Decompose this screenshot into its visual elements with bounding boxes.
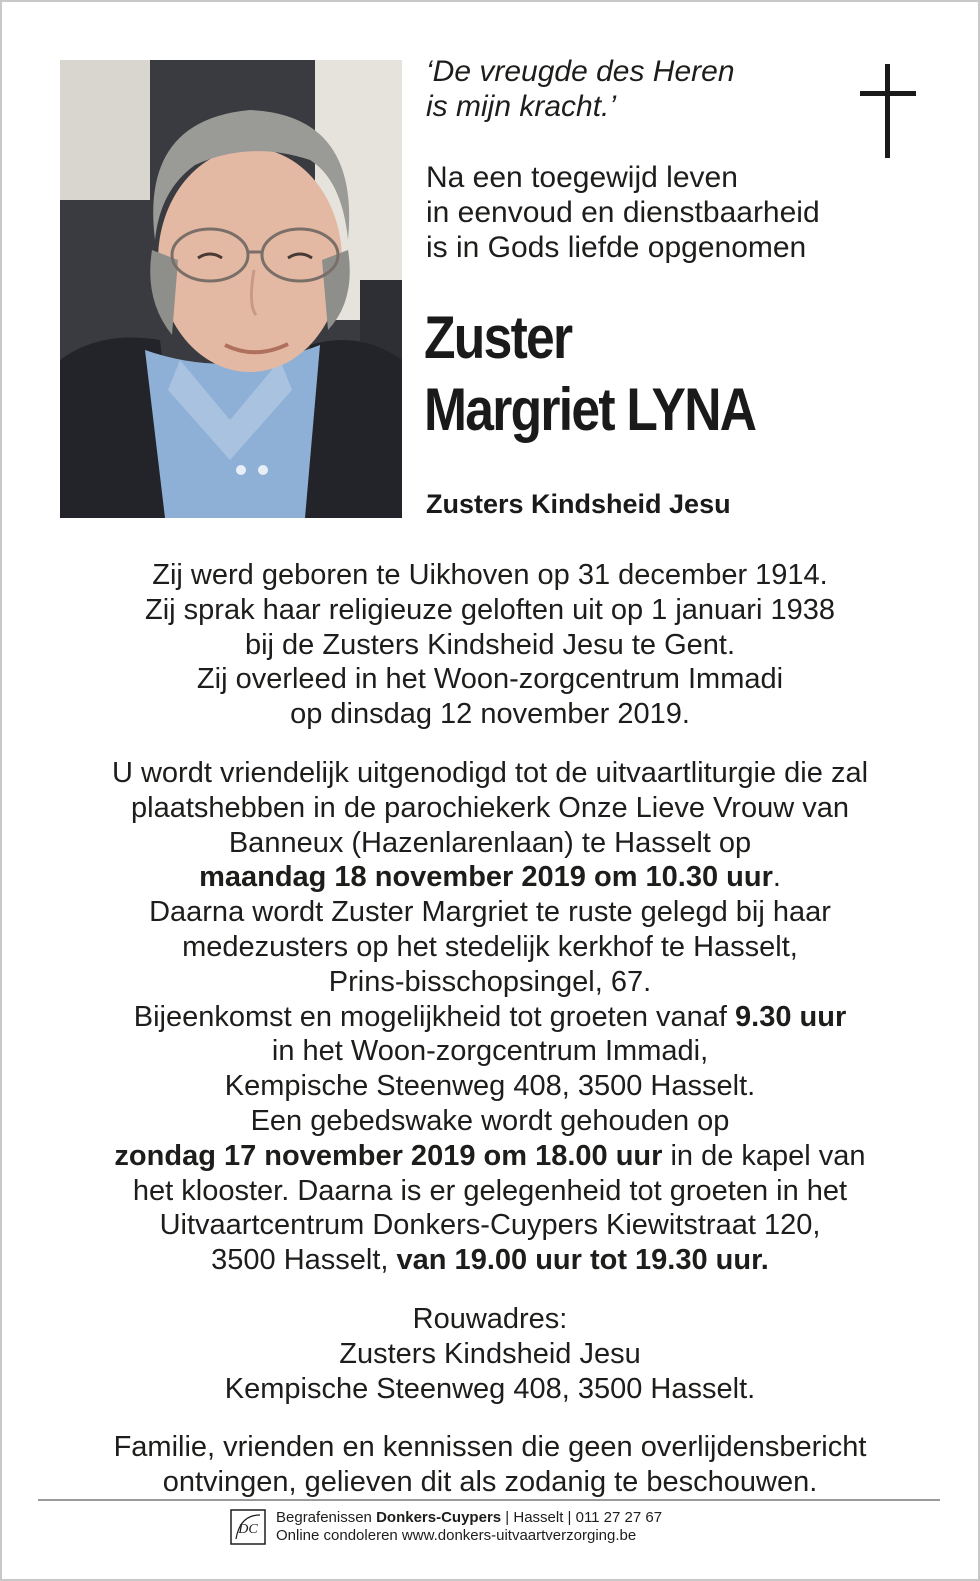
footer-prefix: Begrafenissen bbox=[276, 1509, 377, 1526]
spacer bbox=[2, 1406, 978, 1430]
footer-divider bbox=[38, 1499, 940, 1501]
funeral-line: Prins-bisschopsingel, 67. bbox=[328, 965, 652, 998]
funeral-home-logo-icon bbox=[230, 1509, 266, 1545]
quote-line: is mijn kracht.’ bbox=[426, 90, 617, 123]
gathering-line bbox=[2, 1000, 978, 1035]
bio-line: Zij sprak haar religieuze geloften uit op 1 januari 1938 bbox=[145, 593, 835, 626]
address-name: Zusters Kindsheid Jesu bbox=[339, 1337, 641, 1370]
footer-company: Donkers-Cuypers bbox=[376, 1509, 502, 1526]
intro-text bbox=[426, 160, 926, 265]
cross-icon bbox=[860, 64, 916, 160]
congregation-name: Zusters Kindsheid Jesu bbox=[426, 489, 731, 519]
notice-block bbox=[2, 1430, 978, 1500]
spacer bbox=[2, 1278, 978, 1302]
funeral-line: Uitvaartcentrum Donkers-Cuypers Kiewitstraat 120, bbox=[159, 1209, 821, 1242]
funeral-date: maandag 18 november 2019 om 10.30 uur bbox=[199, 861, 773, 894]
quote-line: ‘De vreugde des Heren bbox=[426, 55, 735, 88]
deceased-name bbox=[424, 302, 888, 446]
bio-block bbox=[2, 558, 978, 732]
funeral-line: plaatshebben in de parochiekerk Onze Lieve Vrouw van bbox=[131, 791, 849, 824]
spacer bbox=[2, 732, 978, 756]
funeral-line: Daarna wordt Zuster Margriet te ruste gelegd bij haar bbox=[149, 896, 831, 929]
deceased-title: Zuster bbox=[424, 304, 572, 371]
funeral-line: Een gebedswake wordt gehouden op bbox=[250, 1104, 730, 1137]
obituary-body bbox=[2, 558, 978, 1500]
intro-line: in eenvoud en dienstbaarheid bbox=[426, 196, 820, 229]
funeral-line: het klooster. Daarna is er gelegenheid tot groeten in het bbox=[132, 1174, 848, 1207]
bio-line: Zij werd geboren te Uikhoven op 31 december 1914. bbox=[152, 559, 828, 591]
funeral-line: in het Woon-zorgcentrum Immadi, bbox=[271, 1035, 709, 1068]
footer-text bbox=[276, 1509, 662, 1545]
footer-line-online[interactable]: Online condoleren www.donkers-uitvaartverzorging.be bbox=[276, 1527, 637, 1544]
funeral-line: Kempische Steenweg 408, 3500 Hasselt. bbox=[224, 1070, 756, 1103]
funeral-line: U wordt vriendelijk uitgenodigd tot de uitvaartliturgie die zal bbox=[111, 756, 869, 789]
funeral-line: medezusters op het stedelijk kerkhof te Hasselt, bbox=[182, 930, 798, 963]
intro-line: Na een toegewijd leven bbox=[426, 161, 738, 194]
portrait-photo bbox=[60, 60, 402, 518]
footer-line-company bbox=[276, 1509, 662, 1527]
visitation-line bbox=[2, 1243, 978, 1278]
bible-quote bbox=[426, 54, 846, 124]
footer-contact: | Hasselt | 011 27 27 67 bbox=[501, 1509, 663, 1526]
funeral-block bbox=[2, 756, 978, 1278]
funeral-date-tail: . bbox=[772, 861, 781, 894]
address-block bbox=[2, 1302, 978, 1406]
address-street: Kempische Steenweg 408, 3500 Hasselt. bbox=[224, 1372, 756, 1405]
notice-line: Familie, vrienden en kennissen die geen overlijdensbericht bbox=[113, 1431, 867, 1464]
funeral-date-line bbox=[2, 860, 978, 895]
gathering-text: Bijeenkomst en mogelijkheid tot groeten vanaf bbox=[133, 1000, 736, 1033]
bio-line: bij de Zusters Kindsheid Jesu te Gent. bbox=[244, 628, 736, 661]
address-label: Rouwadres: bbox=[412, 1302, 568, 1335]
footer bbox=[230, 1507, 662, 1547]
vigil-line bbox=[2, 1139, 978, 1174]
vigil-date: zondag 17 november 2019 om 18.00 uur bbox=[114, 1139, 663, 1172]
visitation-time: van 19.00 uur tot 19.30 uur. bbox=[396, 1244, 769, 1277]
portrait-illustration bbox=[60, 60, 402, 518]
intro-line: is in Gods liefde opgenomen bbox=[426, 231, 807, 264]
bio-line: op dinsdag 12 november 2019. bbox=[290, 698, 690, 731]
logo-text: DC bbox=[238, 1522, 258, 1537]
vigil-tail: in de kapel van bbox=[662, 1139, 866, 1172]
gathering-time: 9.30 uur bbox=[735, 1000, 847, 1033]
deceased-full-name: Margriet LYNA bbox=[424, 376, 756, 443]
visitation-text: 3500 Hasselt, bbox=[211, 1244, 397, 1277]
notice-line: ontvingen, gelieven dit als zodanig te beschouwen. bbox=[162, 1466, 818, 1499]
bio-line: Zij overleed in het Woon-zorgcentrum Immadi bbox=[196, 663, 784, 696]
funeral-line: Banneux (Hazenlarenlaan) te Hasselt op bbox=[228, 826, 752, 859]
